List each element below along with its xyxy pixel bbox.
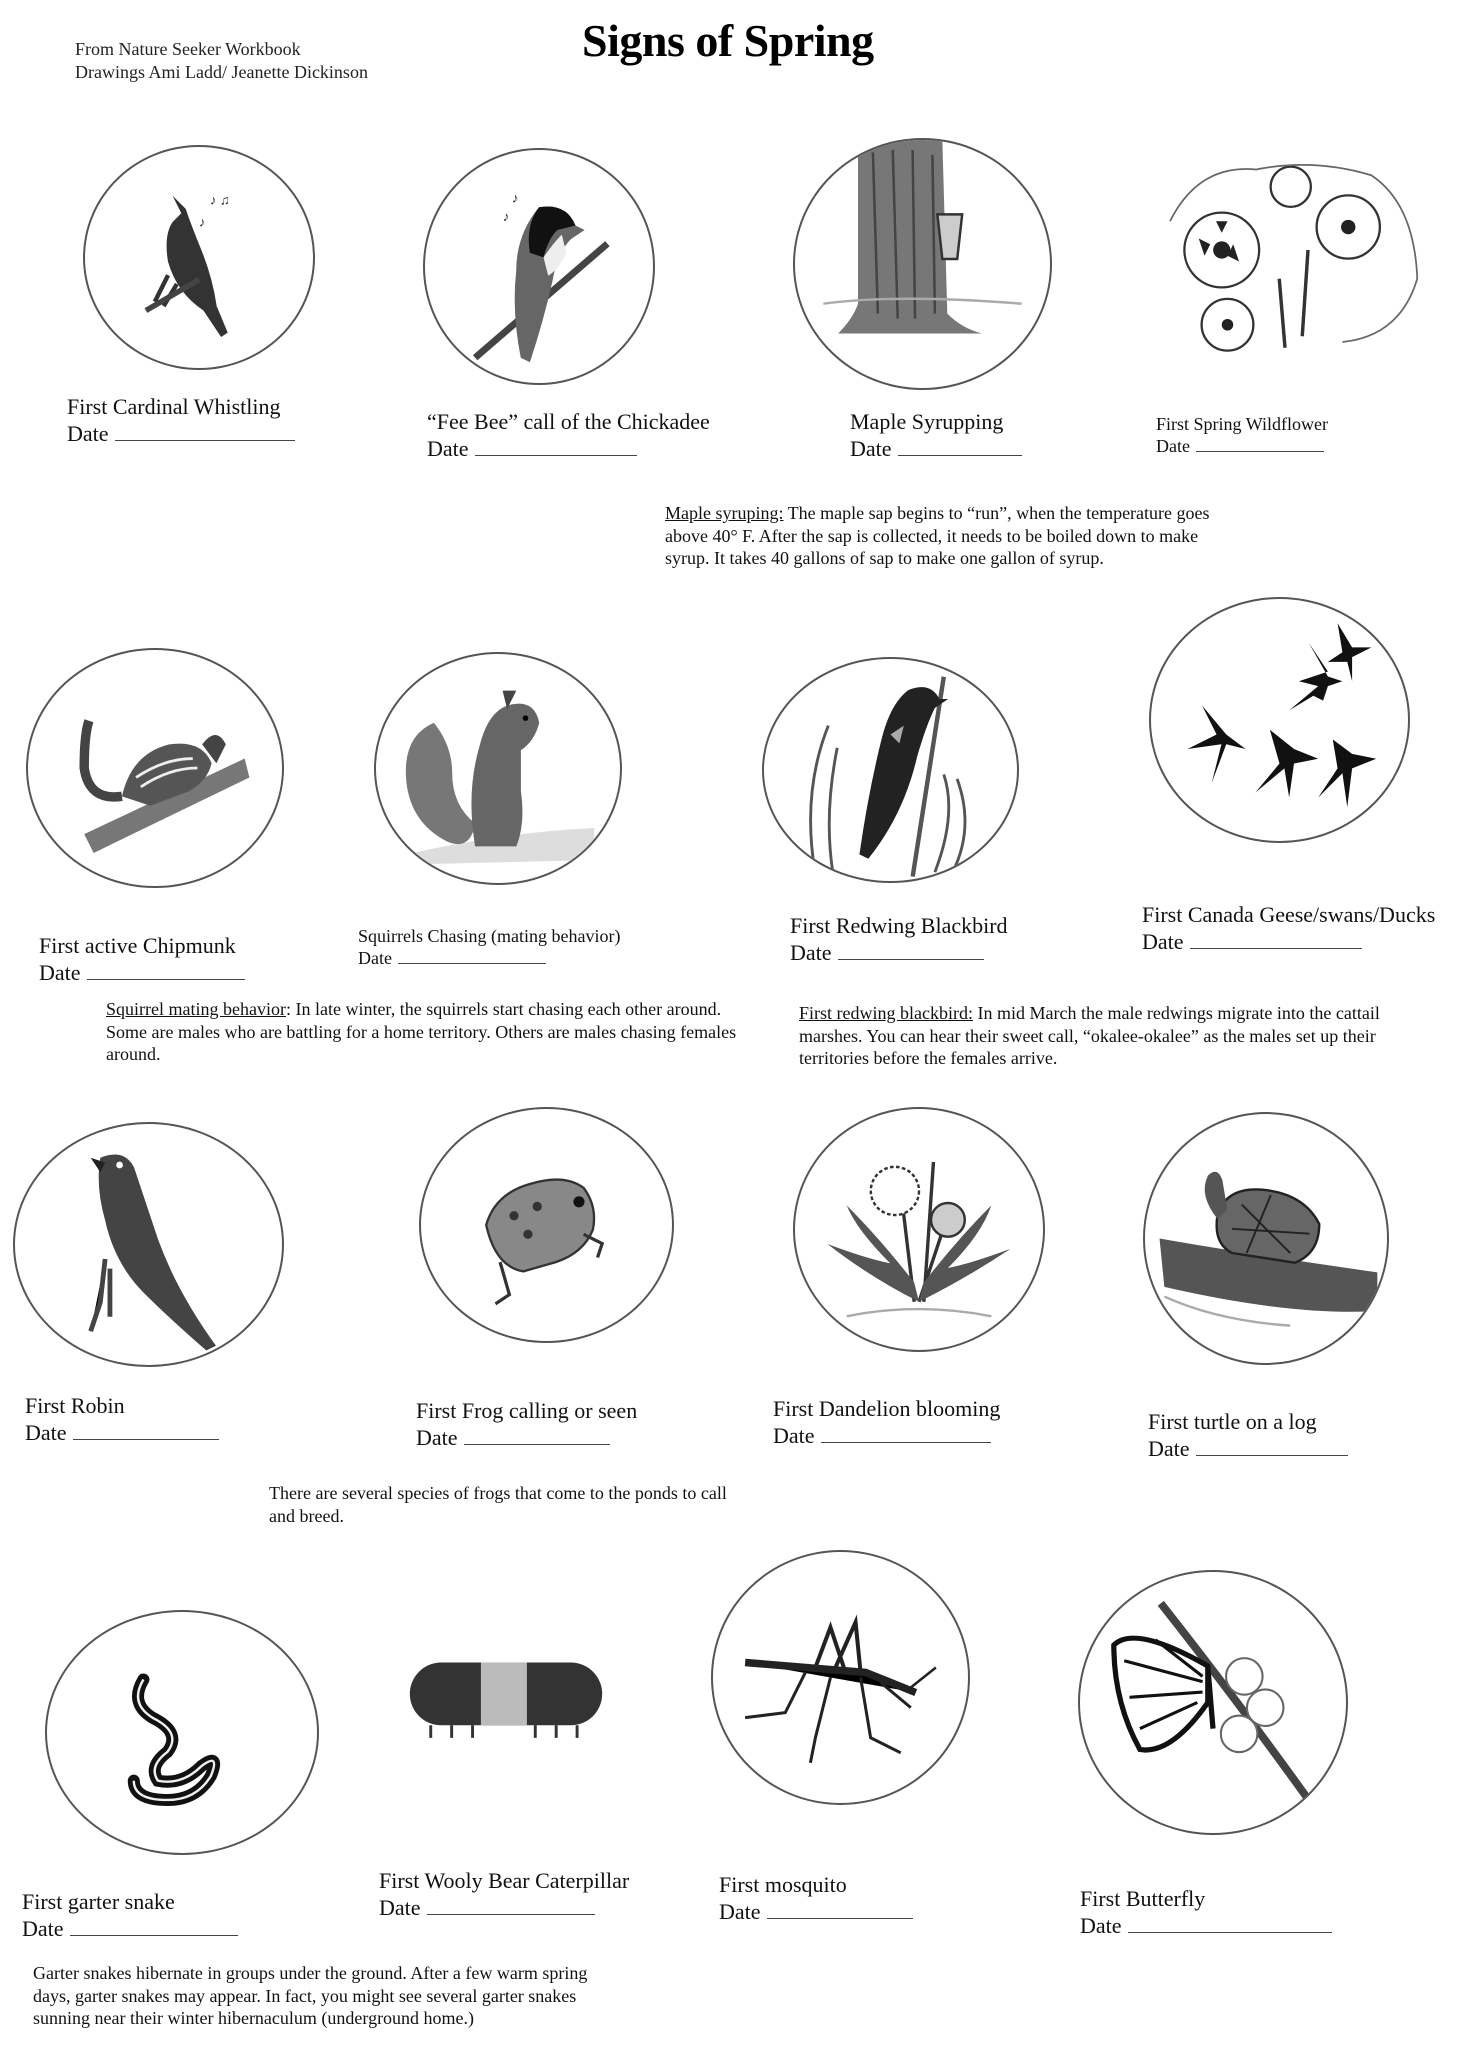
sign-geese [1142, 901, 1435, 955]
sign-squirrel [358, 925, 620, 969]
sign-cardinal [67, 393, 295, 447]
date-field[interactable] [22, 1915, 238, 1942]
date-field[interactable] [790, 939, 1008, 966]
date-label: Date [719, 1899, 761, 1924]
chickadee-icon [423, 148, 655, 385]
date-field[interactable] [379, 1894, 629, 1921]
sign-label: First Redwing Blackbird [790, 913, 1008, 938]
note-heading: Maple syruping: [665, 503, 784, 523]
sign-label: First Dandelion blooming [773, 1396, 1001, 1421]
sign-label: Squirrels Chasing (mating behavior) [358, 926, 621, 946]
date-blank[interactable] [1196, 436, 1324, 452]
date-blank[interactable] [838, 941, 984, 960]
sign-label: First turtle on a log [1148, 1409, 1317, 1434]
date-label: Date [358, 948, 392, 968]
date-label: Date [39, 960, 81, 985]
sign-chickadee [427, 408, 710, 462]
page-title: Signs of Spring [582, 15, 874, 66]
note-redwing-blackbird [799, 1002, 1429, 1070]
date-field[interactable] [719, 1898, 913, 1925]
date-label: Date [1148, 1436, 1190, 1461]
date-label: Date [25, 1420, 67, 1445]
svg-text:♪ ♫: ♪ ♫ [210, 192, 230, 208]
date-field[interactable] [427, 435, 710, 462]
date-blank[interactable] [767, 1900, 913, 1919]
redwing-blackbird-icon [762, 657, 1019, 883]
date-field[interactable] [773, 1422, 1000, 1449]
sign-frog [416, 1397, 637, 1451]
date-label: Date [67, 421, 109, 446]
date-label: Date [1142, 929, 1184, 954]
date-field[interactable] [39, 959, 245, 986]
date-label: Date [379, 1895, 421, 1920]
dandelion-icon [793, 1107, 1045, 1352]
date-blank[interactable] [821, 1424, 991, 1443]
sign-label: First Canada Geese/swans/Ducks [1142, 902, 1436, 927]
sign-chipmunk [39, 932, 245, 986]
date-label: Date [427, 436, 469, 461]
robin-icon [13, 1122, 284, 1367]
butterfly-icon [1078, 1570, 1348, 1835]
date-field[interactable] [1080, 1912, 1332, 1939]
date-field[interactable] [850, 435, 1022, 462]
sign-wooly-bear [379, 1867, 629, 1921]
note-body: The maple sap begins to “run”, when the temperature goes above 40° F. After the sap is collected, it needs to be boiled down to make syrup. It takes 40 gallons of sap to make one gallon of syrup. [665, 503, 1210, 568]
sign-turtle [1148, 1408, 1348, 1462]
date-label: Date [850, 436, 892, 461]
frog-icon [419, 1107, 674, 1343]
note-maple-syruping [665, 502, 1225, 570]
mosquito-icon [711, 1550, 970, 1805]
date-label: Date [416, 1425, 458, 1450]
date-blank[interactable] [87, 961, 245, 980]
sign-label: First Frog calling or seen [416, 1398, 638, 1423]
wooly-bear-caterpillar-icon [400, 1650, 612, 1742]
sign-label: First Robin [25, 1393, 125, 1418]
date-blank[interactable] [398, 948, 546, 964]
sign-label: “Fee Bee” call of the Chickadee [427, 409, 710, 434]
date-blank[interactable] [1190, 930, 1362, 949]
note-heading: Squirrel mating behavior [106, 999, 286, 1019]
note-squirrel-mating [106, 998, 746, 1066]
note-body: There are several species of frogs that come to the ponds to call and breed. [269, 1483, 727, 1526]
cardinal-icon [83, 145, 315, 370]
note-body: : In late winter, the squirrels start chasing each other around. Some are males who are battling for a home territory. Others are males chasing females around. [106, 999, 737, 1064]
date-blank[interactable] [70, 1917, 238, 1936]
chipmunk-icon [26, 648, 284, 888]
sign-robin [25, 1392, 219, 1446]
svg-text:♪: ♪ [511, 190, 519, 206]
svg-text:♪: ♪ [502, 208, 510, 224]
date-field[interactable] [25, 1419, 219, 1446]
sign-label: Maple Syrupping [850, 409, 1004, 434]
sign-label: First Butterfly [1080, 1886, 1206, 1911]
credit-illustrators: Drawings Ami Ladd/ Jeanette Dickinson [75, 62, 368, 82]
sign-label: First garter snake [22, 1889, 175, 1914]
date-field[interactable] [1148, 1435, 1348, 1462]
sign-label: First Wooly Bear Caterpillar [379, 1868, 630, 1893]
date-field[interactable] [67, 420, 295, 447]
sign-wildflower [1156, 413, 1328, 457]
sign-label: First mosquito [719, 1872, 847, 1897]
sign-maple [850, 408, 1022, 462]
sign-dandelion [773, 1395, 1000, 1449]
sign-mosquito [719, 1871, 913, 1925]
date-field[interactable] [1142, 928, 1435, 955]
sign-label: First Spring Wildflower [1156, 414, 1328, 434]
maple-tree-bucket-icon [793, 138, 1052, 390]
date-label: Date [773, 1423, 815, 1448]
date-blank[interactable] [898, 437, 1022, 456]
note-garter-snakes [33, 1962, 593, 2030]
credits [75, 38, 368, 84]
date-blank[interactable] [115, 422, 295, 441]
date-label: Date [1156, 436, 1190, 456]
date-blank[interactable] [1128, 1914, 1332, 1933]
date-field[interactable] [416, 1424, 637, 1451]
date-blank[interactable] [73, 1421, 219, 1440]
wildflower-icon [1140, 135, 1430, 365]
sign-redwing [790, 912, 1008, 966]
date-blank[interactable] [427, 1896, 595, 1915]
sign-label: First Cardinal Whistling [67, 394, 281, 419]
date-blank[interactable] [464, 1426, 610, 1445]
date-blank[interactable] [475, 437, 637, 456]
sign-garter-snake [22, 1888, 238, 1942]
note-heading: First redwing blackbird: [799, 1003, 973, 1023]
note-body: Garter snakes hibernate in groups under the ground. After a few warm spring days, garter snakes may appear. In fact, you might see several garter snakes sunning near their winter hibernaculum (underground home.) [33, 1963, 588, 2028]
date-field[interactable] [358, 947, 620, 969]
flying-geese-icon [1149, 597, 1410, 843]
date-field[interactable] [1156, 435, 1328, 457]
date-label: Date [790, 940, 832, 965]
note-body: In mid March the male redwings migrate into the cattail marshes. You can hear their sweet call, “okalee-okalee” as the males set up their territories before the females arrive. [799, 1003, 1380, 1068]
note-frogs [269, 1482, 749, 1527]
sign-label: First active Chipmunk [39, 933, 236, 958]
svg-text:♪: ♪ [199, 214, 206, 230]
garter-snake-icon [45, 1610, 319, 1855]
sign-butterfly [1080, 1885, 1332, 1939]
squirrel-icon [374, 652, 622, 885]
credit-source: From Nature Seeker Workbook [75, 39, 301, 59]
turtle-icon [1143, 1112, 1389, 1365]
date-label: Date [22, 1916, 64, 1941]
date-blank[interactable] [1196, 1437, 1348, 1456]
date-label: Date [1080, 1913, 1122, 1938]
